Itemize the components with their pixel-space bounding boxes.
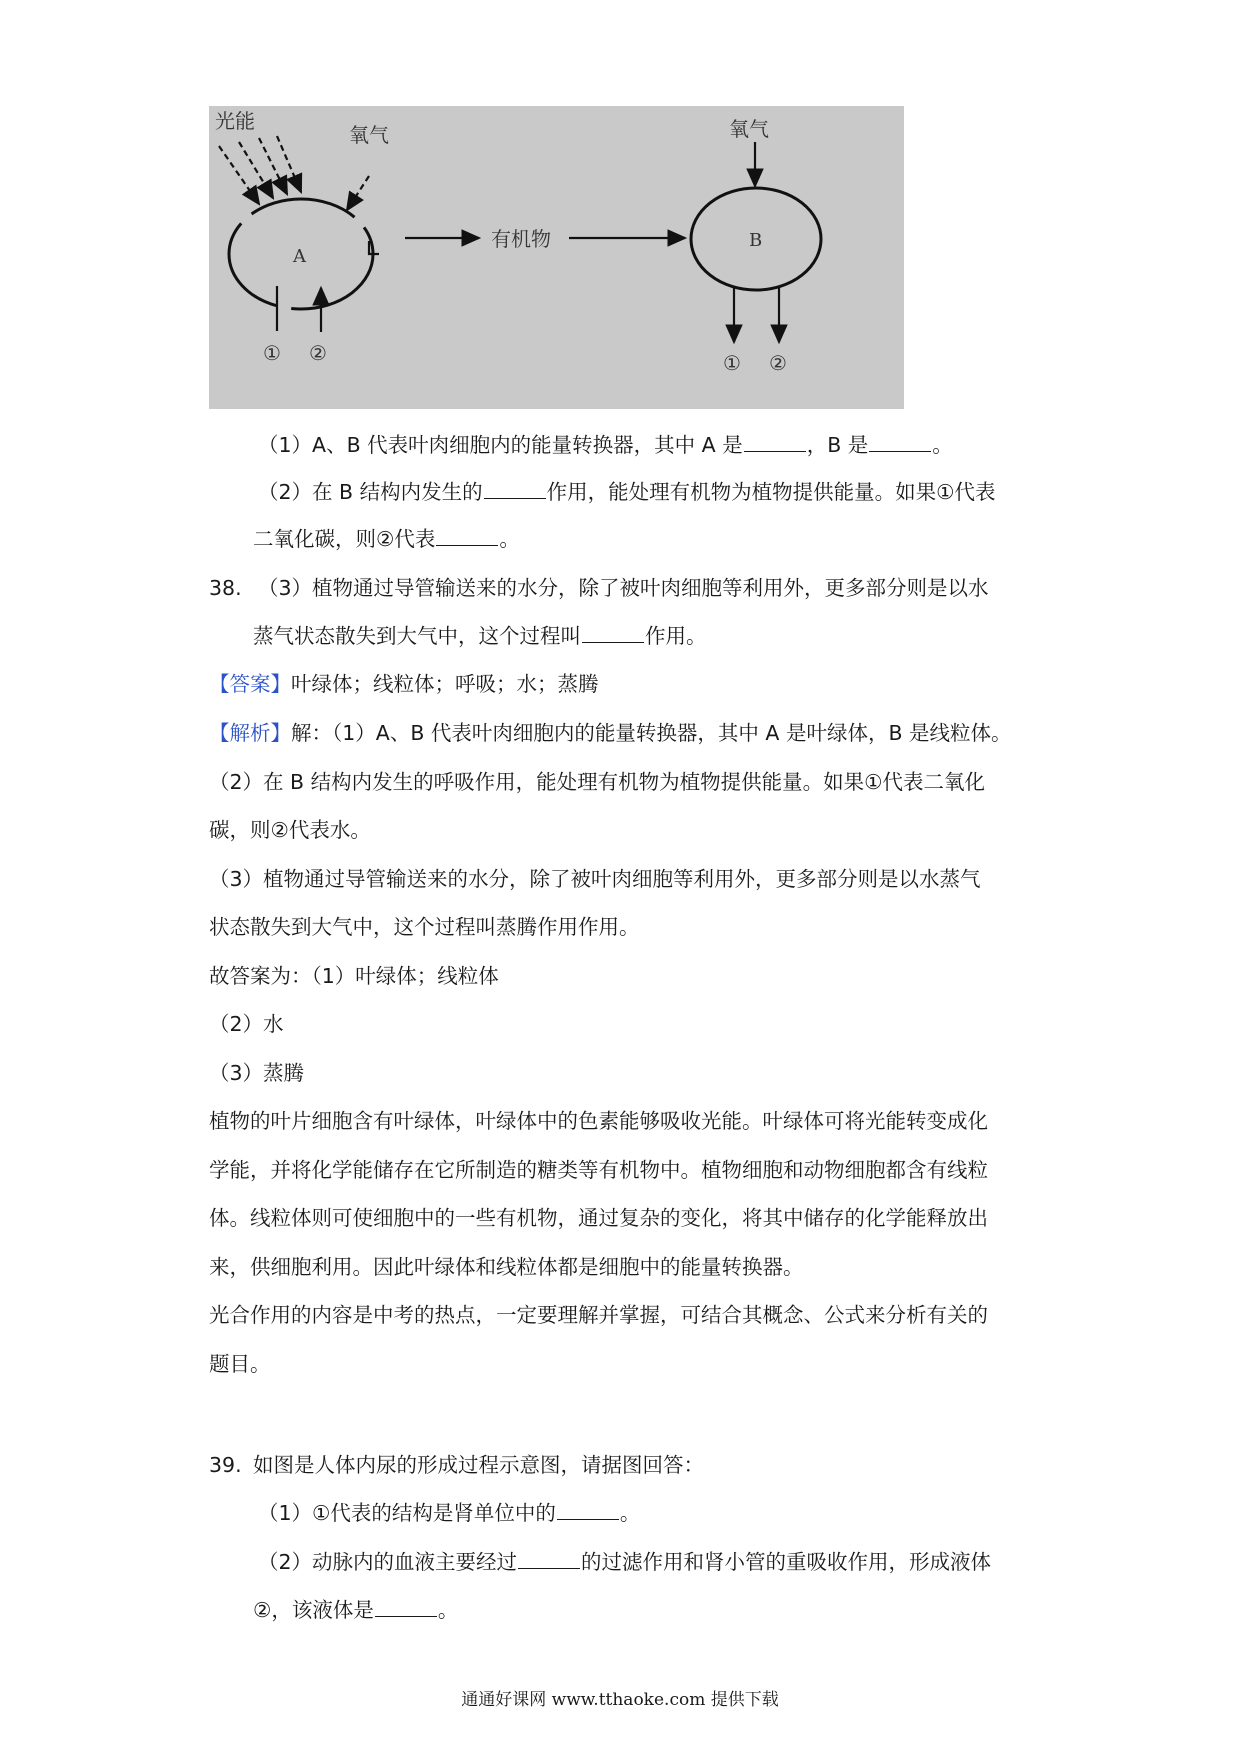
answer-blank[interactable] (518, 1550, 580, 1569)
light-label: 光能 (215, 109, 255, 133)
answer-tag: 【答案】 (209, 672, 291, 696)
answer-blank[interactable] (869, 433, 931, 452)
analysis-line-1: 【解析】解：（1）A、B 代表叶肉细胞内的能量转换器，其中 A 是叶绿体，B 是线粒体。 (209, 721, 1012, 745)
oxygen-label-a: 氧气 (349, 123, 389, 147)
answer-blank[interactable] (557, 1501, 619, 1520)
energy-converter-diagram (209, 106, 904, 409)
q37-part1: （1）A、B 代表叶肉细胞内的能量转换器，其中 A 是 ，B 是 。 (258, 433, 953, 457)
a-bottom-1: ① (263, 341, 281, 365)
answer-text: 叶绿体；线粒体；呼吸；水；蒸腾 (291, 672, 599, 696)
q38-number: 38. (209, 576, 242, 600)
note-line-6: 题目。 (209, 1352, 271, 1376)
q39-number: 39. (209, 1453, 242, 1477)
answer-blank[interactable] (484, 480, 546, 499)
q39-part2-cont: ②，该液体是 。 (253, 1598, 459, 1622)
answer-blank[interactable] (375, 1598, 437, 1617)
q37-part2: （2）在 B 结构内发生的 作用，能处理有机物为植物提供能量。如果①代表 (258, 480, 996, 504)
cell-a-label: A (293, 246, 306, 267)
analysis-line-4: （3）植物通过导管输送来的水分，除了被叶肉细胞等利用外，更多部分则是以水蒸气 (209, 867, 981, 891)
q38-part3: （3）植物通过导管输送来的水分，除了被叶肉细胞等利用外，更多部分则是以水 (258, 576, 989, 600)
analysis-line-2: （2）在 B 结构内发生的呼吸作用，能处理有机物为植物提供能量。如果①代表二氧化 (209, 770, 986, 794)
note-line-2: 学能，并将化学能储存在它所制造的糖类等有机物中。植物细胞和动物细胞都含有线粒 (209, 1158, 988, 1182)
note-line-5: 光合作用的内容是中考的热点，一定要理解并掌握，可结合其概念、公式来分析有关的 (209, 1303, 988, 1327)
analysis-tag: 【解析】 (209, 721, 291, 745)
b-bottom-2: ② (769, 351, 787, 375)
b-bottom-1: ① (723, 351, 741, 375)
note-line-3: 体。线粒体则可使细胞中的一些有机物，通过复杂的变化，将其中储存的化学能释放出 (209, 1206, 988, 1230)
final-answer-line-1: 故答案为：（1）叶绿体；线粒体 (209, 964, 499, 988)
q39-part2: （2）动脉内的血液主要经过 的过滤作用和肾小管的重吸收作用，形成液体 (258, 1550, 992, 1574)
light-arrows (219, 136, 301, 204)
q39-part1: （1）①代表的结构是肾单位中的 。 (258, 1501, 641, 1525)
oxygen-arrow-a (347, 176, 369, 210)
cell-b-label: B (749, 230, 763, 251)
organic-label: 有机物 (491, 227, 551, 251)
q37-part2-cont: 二氧化碳，则②代表 。 (253, 527, 520, 551)
page-footer: 通通好课网 www.tthaoke.com 提供下载 (461, 1690, 779, 1710)
answer-line (209, 669, 599, 699)
q39-stem: 如图是人体内尿的形成过程示意图，请据图回答： (253, 1453, 704, 1477)
final-answer-line-3: （3）蒸腾 (209, 1061, 305, 1085)
q38-part3-cont: 蒸气状态散失到大气中，这个过程叫 作用。 (253, 624, 707, 648)
note-line-1: 植物的叶片细胞含有叶绿体，叶绿体中的色素能够吸收光能。叶绿体可将光能转变成化 (209, 1109, 988, 1133)
analysis-line-5: 状态散失到大气中，这个过程叫蒸腾作用作用。 (209, 915, 640, 939)
final-answer-line-2: （2）水 (209, 1012, 284, 1036)
oxygen-label-b: 氧气 (729, 117, 769, 141)
answer-blank[interactable] (436, 527, 498, 546)
diagram-figure (209, 106, 904, 409)
a-bottom-2: ② (309, 341, 327, 365)
answer-blank[interactable] (582, 624, 644, 643)
note-line-4: 来，供细胞利用。因此叶绿体和线粒体都是细胞中的能量转换器。 (209, 1255, 804, 1279)
analysis-line-3: 碳，则②代表水。 (209, 818, 371, 842)
answer-blank[interactable] (744, 433, 806, 452)
